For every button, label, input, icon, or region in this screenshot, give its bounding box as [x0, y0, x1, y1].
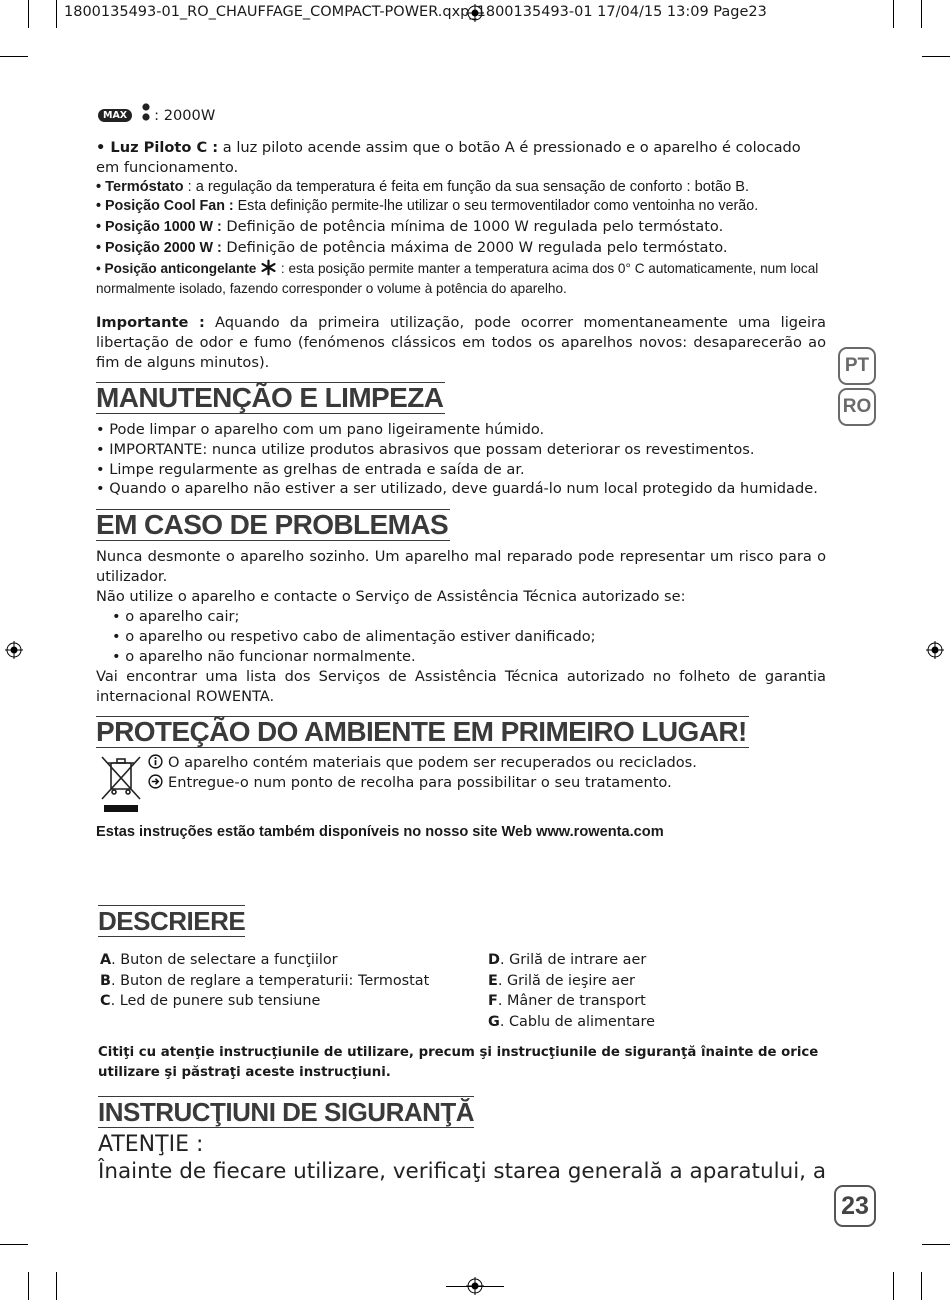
max-badge: MAX: [98, 109, 132, 122]
crop-mark: [56, 0, 57, 28]
description-item: A. Buton de selectare a funcţiilor: [100, 952, 338, 968]
weee-bin-icon: [100, 755, 142, 813]
pt-features: [96, 138, 826, 298]
crop-mark: [28, 0, 29, 28]
environment-line: Entregue-o num ponto de recolha para possibilitar o seu tratamento.: [148, 773, 828, 793]
feature-item: • Posição 2000 W : Definição de potência máxima de 2000 W regulada pelo termóstato.: [96, 238, 728, 256]
crop-mark: [921, 1272, 922, 1300]
feature-item: • Luz Piloto C : a luz piloto acende assim que o botão A é pressionado e o aparelho é colocado em funcionamento.: [96, 139, 801, 176]
list-item: • o aparelho ou respetivo cabo de alimentação estiver danificado;: [112, 627, 596, 645]
problems-list: [112, 607, 842, 666]
language-tab-pt[interactable]: PT: [838, 347, 876, 385]
crop-mark: [893, 1272, 894, 1300]
description-item: G. Cablu de alimentare: [488, 1013, 655, 1030]
two-dots-icon: [142, 102, 150, 122]
description-item: B. Buton de reglare a temperaturii: Termostat: [100, 972, 430, 989]
arrow-right-icon: [148, 774, 163, 789]
max-power-line: [98, 102, 215, 124]
snowflake-icon: [260, 259, 277, 276]
description-left-column: [100, 950, 429, 1012]
feature-item: • Posição 1000 W : Definição de potência mínima de 1000 W regulada pelo termóstato.: [96, 218, 724, 236]
crop-mark: [446, 1286, 504, 1287]
list-item: • o aparelho não funcionar normalmente.: [112, 647, 416, 665]
problems-lead: Não utilize o aparelho e contacte o Serviço de Assistência Técnica autorizado se:: [96, 588, 686, 605]
crop-mark: [28, 1272, 29, 1300]
print-slug: 1800135493-01_RO_CHAUFFAGE_COMPACT-POWER.qxp_1800135493-01 17/04/15 13:09 Page23: [64, 4, 767, 20]
list-item: • Quando o aparelho não estiver a ser utilizado, deve guardá-lo num local protegido da humidade.: [96, 480, 818, 498]
website-note: Estas instruções estão também disponíveis no nosso site Web www.rowenta.com: [96, 824, 664, 840]
problems-intro: Nunca desmonte o aparelho sozinho. Um aparelho mal reparado pode representar um risco para o utilizador.: [96, 548, 826, 585]
problems-outro: Vai encontrar uma lista dos Serviços de Assistência Técnica autorizado no folheto de garantia internacional ROWENTA.: [96, 668, 826, 705]
environment-text: [148, 753, 828, 793]
crop-mark: [56, 1272, 57, 1300]
crop-mark: [922, 56, 950, 57]
crop-mark: [0, 56, 28, 57]
info-icon: [148, 754, 163, 769]
section-title-descriere: DESCRIERE: [98, 906, 246, 936]
list-item: • o aparelho cair;: [112, 608, 240, 625]
description-item: D. Grilă de intrare aer: [488, 952, 647, 968]
important-note: Importante : Aquando da primeira utilização, pode ocorrer momentaneamente uma ligeira libertação de odor e fumo (fenómenos clássicos em todos os aparelhos novos: desaparecerão ao fim de alguns minutos).: [96, 314, 826, 371]
crop-mark: [921, 0, 922, 28]
description-item: C. Led de punere sub tensiune: [100, 993, 321, 1010]
list-item: • Limpe regularmente as grelhas de entrada e saída de ar.: [96, 460, 525, 478]
section-title-ambiente: PROTEÇÃO DO AMBIENTE EM PRIMEIRO LUGAR!: [96, 716, 747, 747]
feature-item: • Posição anticongelante : esta posição permite manter a temperatura acima dos 0° C automaticamente, num local normalmente isolado, fazendo corresponder o volume à potência do aparelho.: [96, 260, 819, 296]
list-item: • Pode limpar o aparelho com um pano ligeiramente húmido.: [96, 421, 545, 438]
list-item: • IMPORTANTE: nunca utilize produtos abrasivos que possam deteriorar os revestimentos.: [96, 440, 755, 458]
description-right-column: [488, 950, 655, 1032]
section-title-siguranta: INSTRUCŢIUNI DE SIGURANŢĂ: [98, 1097, 475, 1127]
environment-line: O aparelho contém materiais que podem ser recuperados ou reciclados.: [148, 753, 828, 773]
feature-item: • Termóstato : a regulação da temperatura é feita em função da sua sensação de conforto : botão B.: [96, 178, 750, 195]
description-item: F. Mâner de transport: [488, 993, 646, 1010]
warning-heading: ATENŢIE :: [98, 1132, 204, 1157]
page-number: 23: [834, 1185, 876, 1227]
crop-mark: [0, 1244, 28, 1245]
feature-item: • Posição Cool Fan : Esta definição permite-lhe utilizar o seu termoventilador como ventoinha no verão.: [96, 198, 759, 215]
description-item: E. Grilă de ieşire aer: [488, 972, 635, 989]
maintenance-list: [96, 420, 826, 499]
crop-mark: [922, 1244, 950, 1245]
registration-mark-icon: [5, 641, 23, 659]
ro-read-instructions-note: Citiţi cu atenţie instrucţiunile de utilizare, precum şi instrucţiunile de siguranţă înainte de orice utilizare şi păstraţi aceste instrucţiuni.: [98, 1045, 819, 1080]
crop-mark: [893, 0, 894, 28]
section-title-manutencao: MANUTENÇÃO E LIMPEZA: [96, 382, 444, 413]
max-power-value: : 2000W: [154, 107, 216, 124]
section-title-problemas: EM CASO DE PROBLEMAS: [96, 509, 449, 540]
safety-first-line: Înainte de fiecare utilizare, verificaţi starea generală a aparatului, a: [98, 1159, 827, 1184]
language-tab-ro[interactable]: RO: [838, 388, 876, 426]
registration-mark-icon: [926, 641, 944, 659]
